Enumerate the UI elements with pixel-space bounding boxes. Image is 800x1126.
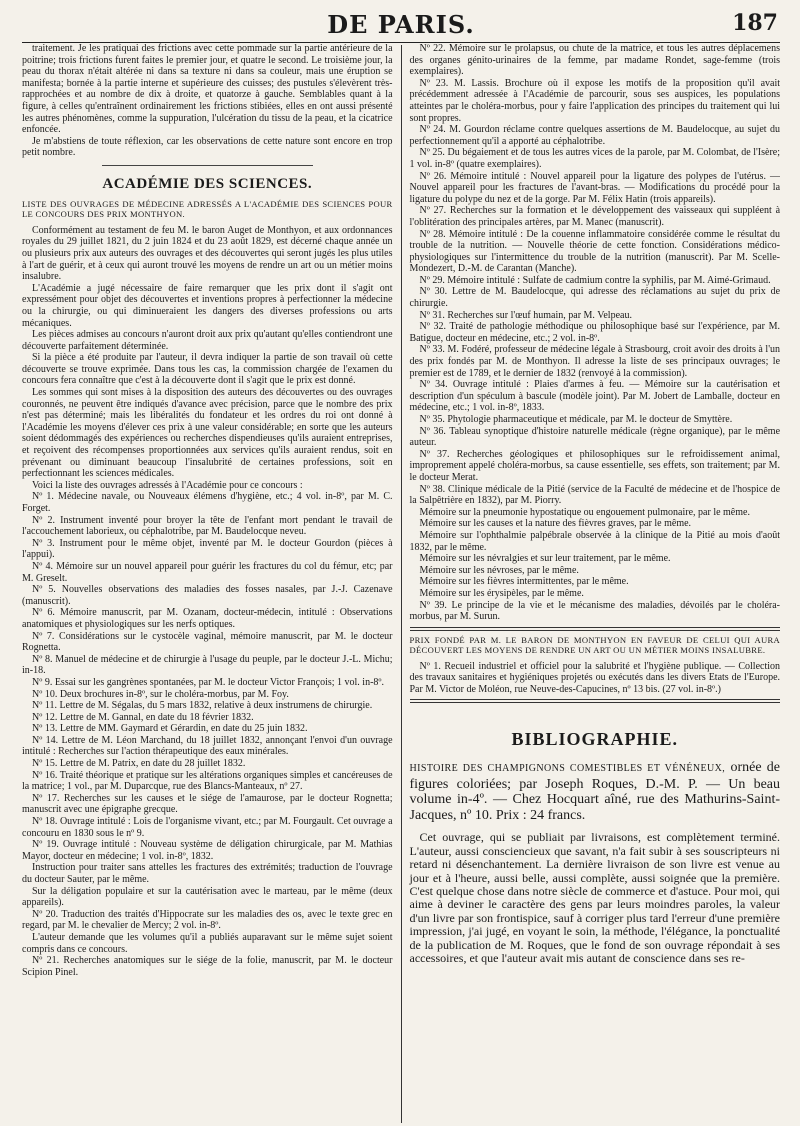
prize-item: Nº 1. Recueil industriel et officiel pour la salubrité et l'hygiène publique. — Collection des travaux sanitaires et hygiéniques projetés ou exécutés dans les divers Etats de l'Europe. Par M. Victor de Moléon, rue Neuve-des-Capucines, nº 13 bis. (27 vol. in-8º.) [409, 660, 781, 695]
paragraph: Nº 27. Recherches sur la formation et le développement des vaisseaux qui suppléent à l'oblitération des principales artères, par M. Manec (manuscrit). [409, 205, 781, 228]
paragraph: Nº 10. Deux brochures in-8º, sur le choléra-morbus, par M. Foy. [32, 688, 289, 700]
left-column [22, 43, 401, 1123]
double-rule [410, 627, 781, 631]
bibliography-title: BIBLIOGRAPHIE. [511, 729, 679, 750]
paragraph: Nº 16. Traité théorique et pratique sur les altérations organiques simples et cancéreuses de la matrice; 1 vol., par M. Duparcque, rue des Blancs-Manteaux, nº 27. [22, 769, 393, 793]
section-title: ACADÉMIE DES SCIENCES. [102, 175, 313, 192]
paragraph: Les pièces admises au concours n'auront droit aux prix qu'autant qu'elles contiendront une découverte parfaitement déterminée. [22, 329, 393, 352]
paragraph: Je m'abstiens de toute réflexion, car les observations de cette nature sont encore en trop petit nombre. [22, 135, 393, 159]
paragraph: Conformément au testament de feu M. le baron Auget de Monthyon, et aux ordonnances royales du 29 juillet 1821, du 2 juin 1824 et du 23 août 1829, est décerné chaque année un ou plusieurs prix aux auteurs des ouvrages et des découvertes qui seront jugés les plus utiles à l'art de guérir, et à ceux qui auront trouvé les moyens de rendre un art ou un métier moins insalubre. [22, 224, 393, 283]
paragraph: Nº 21. Recherches anatomiques sur le siége de la folie, manuscrit, par M. le docteur Scipion Pinel. [22, 955, 393, 978]
paragraph: Nº 31. Recherches sur l'œuf humain, par M. Velpeau. [419, 309, 632, 321]
paragraph: Nº 14. Lettre de M. Léon Marchand, du 18 juillet 1832, annonçant l'envoi d'un ouvrage intitulé : Recherches sur l'action thérapeutique des eaux minérales. [22, 734, 393, 758]
paragraph: Nº 3. Instrument pour le même objet, inventé par M. le docteur Gourdon (pièces à l'appui). [22, 537, 393, 561]
paragraph: Nº 11. Lettre de M. Ségalas, du 5 mars 1832, relative à deux instrumens de chirurgie. [32, 700, 373, 712]
paragraph: Nº 26. Mémoire intitulé : Nouvel appareil pour la ligature des polypes de l'utérus. — Nouvel appareil pour les fractures de l'avant-bras. — Modifications du procédé pour la ligature du polype du nez et de la gorge. Par M. Félix Hatin (trois appareils). [409, 170, 781, 205]
paragraph: Nº 22. Mémoire sur le prolapsus, ou chute de la matrice, et tous les autres déplacemens des organes génito-urinaires de la femme, par madame Rondet, sage-femme (trois exemplaires). [409, 43, 781, 78]
paragraph: Nº 32. Traité de pathologie méthodique ou philosophique basé sur l'expérience, par M. Batigue, docteur en médecine, etc.; 2 vol. in-8º. [409, 321, 781, 344]
paragraph: Nº 34. Ouvrage intitulé : Plaies d'armes à feu. — Mémoire sur la cautérisation et description d'un spéculum à bascule (modèle joint). Par M. Jobert de Lamballe, docteur en médecine, etc.; 1 vol. in-8º, 1833. [409, 379, 781, 414]
prize-heading: PRIX FONDÉ PAR M. LE BARON DE MONTHYON EN FAVEUR DE CELUI QUI AURA DÉCOUVERT LES MOYENS DE RENDRE UN ART OU UN MÉTIER MOINS INSALUBRE. [409, 634, 781, 656]
paragraph: Nº 7. Considérations sur le cystocèle vaginal, mémoire manuscrit, par M. le docteur Rognetta. [22, 630, 393, 654]
book-title-caps: HISTOIRE DES CHAMPIGNONS COMESTIBLES ET VÉNÉNEUX, [409, 763, 726, 775]
paragraph: Nº 39. Le principe de la vie et le mécanisme des maladies, dévoilés par le choléra-morbus, par M. Surun. [409, 599, 781, 623]
paragraph: Nº 37. Recherches géologiques et philosophiques sur le refroidissement animal, improprement appelé choléra-morbus, sa cause essentielle, ses effets, son traitement; par M. le docteur Merat. [409, 448, 781, 483]
paragraph: Nº 1. Médecine navale, ou Nouveaux élémens d'hygiène, etc.; 4 vol. in-8º, par M. C. Forget. [22, 491, 393, 514]
book-details: ornée de figures coloriées; par Joseph Roques, D.-M. P. — Un beau volume in-4º. — Chez Hocquart aîné, rue des Mathurins-Saint-Jacques, nº 10. Prix : 24 francs. [409, 760, 781, 823]
paragraph: Nº 9. Essai sur les gangrènes spontanées, par M. le docteur Victor François; 1 vol. in-8º. [32, 676, 385, 688]
paragraph: L'Académie a jugé nécessaire de faire remarquer que les prix dont il s'agit ont expressément pour objet des découvertes et inventions propres à perfectionner la médecine ou la chirurgie, ou qui diminueraient les dangers des diverses professions ou arts mécaniques. [22, 282, 393, 329]
paragraph: Mémoire sur les névroses, par le même. [419, 564, 579, 576]
paragraph: Mémoire sur les névralgies et sur leur traitement, par le même. [419, 553, 671, 565]
paragraph: traitement. Je les pratiquai des frictions avec cette pommade sur la partie antérieure de la poitrine; trois frictions furent faites le premier jour, et quatre le second. Le troisième jour, la peau du thorax n'était altérée ni dans sa texture ni dans sa couleur, mais une éruption se manifesta; bornée à la partie interne et supérieure des cuisses; des pustules s'élevèrent très-rapprochées et au nombre de dix à droite, et quatorze à gauche. Semblables quant à la figure, à celles qu'entraînent ordinairement les frictions stibiées, elles en ont aussi présenté les autres phénomènes, comme la suppuration, l'ulcération du tissu de la peau, et la cicatrice enfoncée. [22, 43, 393, 136]
separator [102, 165, 313, 166]
paragraph: Nº 24. M. Gourdon réclame contre quelques assertions de M. Baudelocque, au sujet du perfectionnement qu'il a apporté au céphalotribe. [409, 124, 781, 147]
paragraph: Nº 5. Nouvelles observations des maladies des fosses nasales, par J.-J. Cazenave (manuscrit). [22, 584, 393, 607]
newspaper-title: DE PARIS. [327, 10, 475, 39]
paragraph: Nº 28. Mémoire intitulé : De la couenne inflammatoire considérée comme le résultat du trouble de la nutrition. — Nouvelle théorie de cette fonction. Considérations médico-physiologiques sur l'intermittence du trouble de la nutrition (manuscrit). Par M. Scelle-Mondezert, D.-M. de Carantan (Manche). [409, 228, 781, 275]
paragraph: Nº 4. Mémoire sur un nouvel appareil pour guérir les fractures du col du fémur, etc; par M. Greselt. [22, 560, 393, 584]
paragraph: Nº 17. Recherches sur les causes et le siége de l'amaurose, par le docteur Rognetta; manuscrit avec une épigraphe grecque. [22, 792, 393, 816]
paragraph: Nº 20. Traduction des traités d'Hippocrate sur les maladies des os, avec le texte grec en regard, par M. le chevalier de Mercy; 2 vol. in-8º. [22, 908, 393, 932]
paragraph: Voici la liste des ouvrages adressés à l'Académie pour ce concours : [32, 479, 303, 491]
book-heading [410, 760, 781, 823]
right-column [402, 43, 781, 1123]
paragraph: Instruction pour traiter sans attelles les fractures des extrémités; traduction de l'ouvrage du docteur Sauter, par le même. [22, 862, 393, 885]
paragraph: Si la pièce a été produite par l'auteur, il devra indiquer la partie de son travail où cette découverte se trouve exprimée. Dans tous les cas, la commission chargée de l'examen du concours fera connaître que c'est à la découverte dont il s'agit que le prix est donné. [22, 352, 393, 387]
paragraph: Nº 23. M. Lassis. Brochure où il expose les motifs de la proposition qu'il avait précédemment adressée à l'Académie de parcourir, sous ses auspices, les populations atteintes par le choléra-morbus, pour y faire l'application des principes du traitement qui lui sont propres. [409, 77, 781, 124]
paragraph: Nº 13. Lettre de MM. Gaymard et Gérardin, en date du 25 juin 1832. [32, 723, 308, 735]
paragraph: Nº 12. Lettre de M. Gannal, en date du 18 février 1832. [32, 711, 254, 723]
paragraph: Mémoire sur les causes et la nature des fièvres graves, par le même. [419, 518, 692, 530]
paragraph: Les sommes qui sont mises à la disposition des auteurs des découvertes ou des ouvrages couronnés, ne peuvent être indiqués d'avance avec précision, parce que le nombre des prix n'est pas déterminé; mais les libéralités du fondateur et les ordres du roi ont donné à l'Académie les moyens d'élever ces prix à une valeur considérable; en sorte que les auteurs soient dédommagés des expériences ou recherches dispendieuses qu'ils auraient entreprises, et reçoivent des récompenses proportionnées aux services qu'ils auraient rendus, soit en prévenant ou diminuant beaucoup l'insalubrité de certaines professions, soit en perfectionnant les sciences médicales. [22, 387, 393, 480]
paragraph: Nº 29. Mémoire intitulé : Sulfate de cadmium contre la syphilis, par M. Aimé-Grimaud. [419, 274, 771, 286]
paragraph: Nº 25. Du bégaiement et de tous les autres vices de la parole, par M. Colombat, de l'Isère; 1 vol. in-8º (quatre exemplaires). [409, 147, 781, 170]
paragraph: Nº 33. M. Fodéré, professeur de médecine légale à Strasbourg, croit avoir des droits à l'un des prix fondés par M. de Monthyon. Il adresse la liste de ses principaux ouvrages; le premier est de 1789, et le dernier de 1832 (renvoyé à la commission). [409, 344, 781, 379]
review-text: Cet ouvrage, qui se publiait par livraisons, est complètement terminé. L'auteur, aussi consciencieux que savant, n'a fait subir à ses souscripteurs ni retard ni désenchantement. La dernière livraison de son livre est venue au jour et à l'heure, aussi belle, aussi complète, aussi soignée que la première. C'est quelque chose dans notre siècle de commerce et d'astuce. Pour moi, qui aime à deviner le caractère des gens par leurs moindres paroles, la valeur d'un livre par son frontispice, sauf à corriger plus tard l'erreur d'une première impression, j'ai jugé, en voyant le soin, la méthode, l'élégance, la ponctualité de la publication de M. Roques, que le fond de son ouvrage répondait à ses accessoires, et que l'auteur avait mis autant de conscience dans ses re- [409, 830, 781, 965]
paragraph: Nº 15. Lettre de M. Patrix, en date du 28 juillet 1832. [32, 758, 246, 770]
paragraph: Mémoire sur la pneumonie hypostatique ou engouement pulmonaire, par le même. [419, 506, 750, 518]
paragraph: Nº 30. Lettre de M. Baudelocque, qui adresse des réclamations au sujet du prix de chirurgie. [409, 286, 781, 310]
paragraph: Mémoire sur les fièvres intermittentes, par le même. [419, 576, 629, 588]
paragraph: Nº 18. Ouvrage intitulé : Lois de l'organisme vivant, etc.; par M. Fourgault. Cet ouvrage a concouru en 1830 sous le nº 9. [22, 816, 393, 839]
list-heading: LISTE DES OUVRAGES DE MÉDECINE ADRESSÉS A L'ACADÉMIE DES SCIENCES POUR LE CONCOURS DES PRIX MONTHYON. [22, 198, 393, 220]
page-number: 187 [732, 10, 778, 36]
double-rule [410, 699, 781, 703]
paragraph: Nº 35. Phytologie pharmaceutique et médicale, par M. le docteur de Smyttère. [419, 414, 733, 425]
works-list-continued [410, 43, 781, 623]
paragraph: Mémoire sur l'ophthalmie palpébrale observée à la clinique de la Pitié au mois d'août 1832, par le même. [409, 529, 781, 553]
paragraph: L'auteur demande que les volumes qu'il a publiés auparavant sur le même sujet soient compris dans ce concours. [22, 931, 393, 955]
paragraph: Nº 36. Tableau synoptique d'histoire naturelle médicale (règne organique), par le même auteur. [409, 425, 781, 449]
paragraph: Mémoire sur les érysipèles, par le même. [419, 587, 584, 599]
intro-text [22, 43, 393, 159]
masthead [22, 8, 780, 43]
paragraph: Sur la déligation populaire et sur la cautérisation avec le marteau, par le même (deux appareils). [22, 885, 393, 909]
works-list [22, 225, 393, 979]
paragraph: Nº 19. Ouvrage intitulé : Nouveau système de déligation chirurgicale, par M. Mathias Mayor, docteur en médecine; 1 vol. in-8º, 1832. [22, 839, 393, 862]
columns [22, 43, 780, 1123]
paragraph: Nº 6. Mémoire manuscrit, par M. Ozanam, docteur-médecin, intitulé : Observations anatomiques et physiologiques sur les nerfs optiques. [22, 607, 393, 630]
paragraph: Nº 38. Clinique médicale de la Pitié (service de la Faculté de médecine et de l'hospice de la Salpêtrière en 1832), par M. Piorry. [409, 483, 781, 507]
paragraph: Nº 2. Instrument inventé pour broyer la tête de l'enfant mort pendant le travail de l'accouchement laborieux, ou céphalotribe, par M. Baudelocque neveu. [22, 514, 393, 538]
paragraph: Nº 8. Manuel de médecine et de chirurgie à l'usage du peuple, par le docteur J.-L. Michu; in-18. [22, 653, 393, 677]
